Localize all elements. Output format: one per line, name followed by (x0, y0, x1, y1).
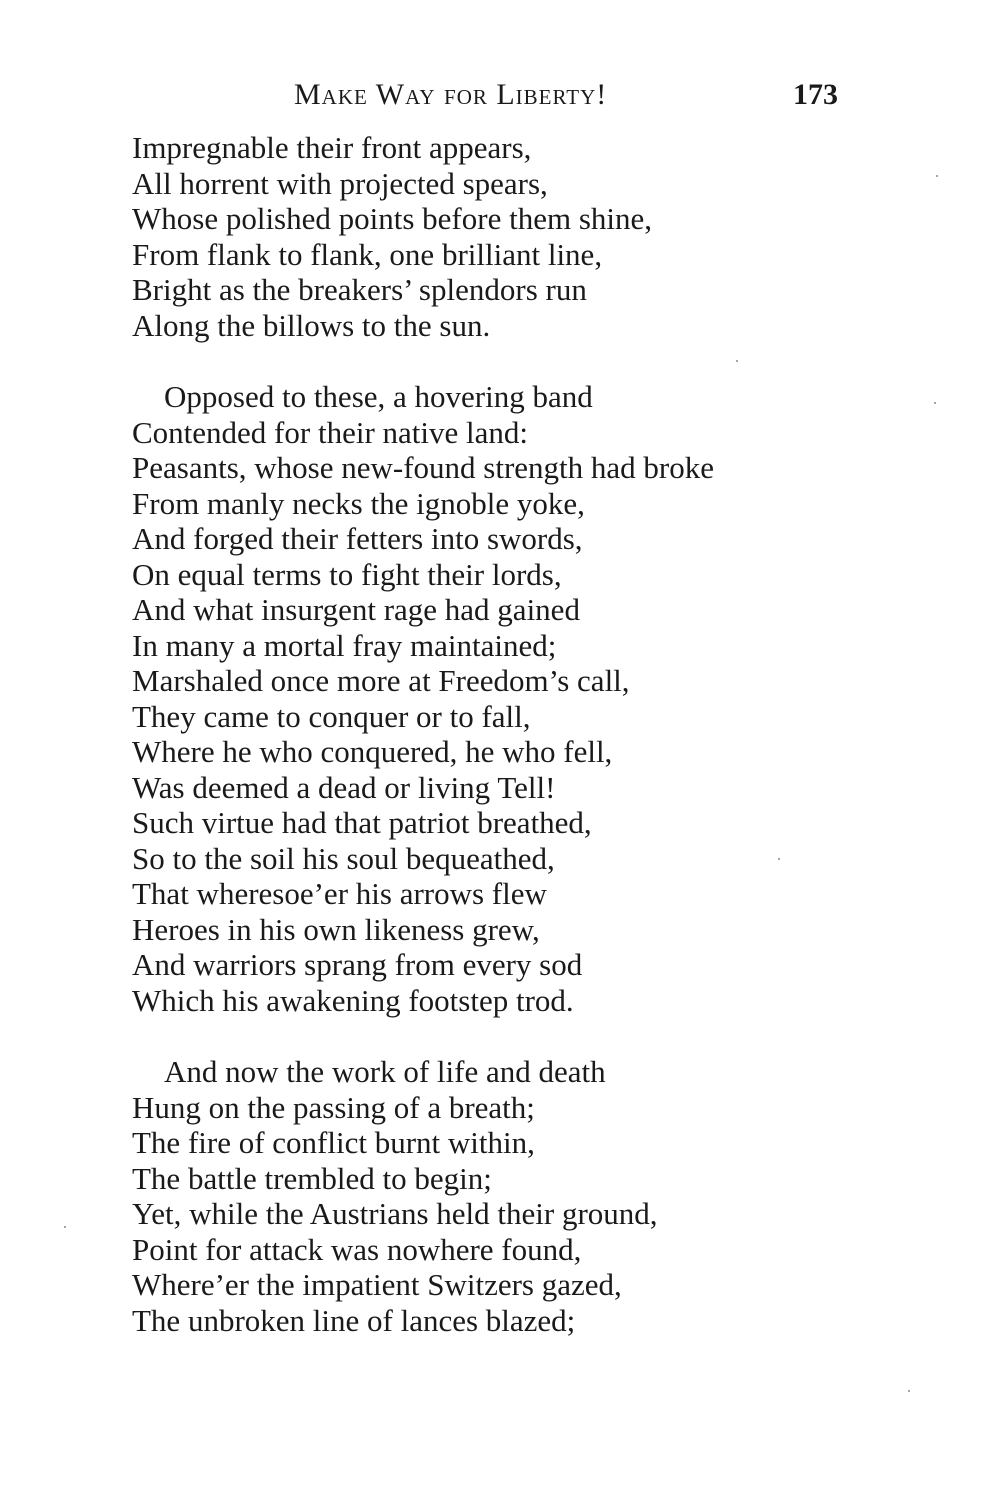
poem-line: Bright as the breakers’ splendors run (132, 272, 587, 307)
stanza-2 (132, 379, 992, 1018)
poem-line: Opposed to these, a hovering band (164, 379, 593, 414)
scan-speck (936, 175, 938, 177)
page-number: 173 (793, 78, 838, 111)
poem-line: And what insurgent rage had gained (132, 592, 580, 627)
running-head (0, 78, 1000, 118)
poem-line: They came to conquer or to fall, (132, 698, 531, 734)
poem-line: Where’er the impatient Switzers gazed, (132, 1267, 622, 1302)
poem-line: Along the billows to the sun. (132, 307, 491, 343)
poem-line: The battle trembled to begin; (132, 1160, 492, 1196)
poem-line: Point for attack was nowhere found, (132, 1231, 582, 1267)
poem-line: And forged their fetters into swords, (132, 521, 583, 556)
poem-line: Was deemed a dead or living Tell! (132, 769, 556, 805)
poem-line: On equal terms to fight their lords, (132, 556, 562, 592)
poem-line: And warriors sprang from every sod (132, 947, 583, 982)
poem-line: Which his awakening footstep trod. (132, 982, 574, 1018)
scan-speck (64, 1226, 66, 1228)
poem-line: In many a mortal fray maintained; (132, 627, 557, 663)
poem-line: Where he who conquered, he who fell, (132, 734, 613, 769)
stanza-3 (132, 1054, 992, 1338)
poem-line: Contended for their native land: (132, 414, 528, 450)
poem-line: Such virtue had that patriot breathed, (132, 805, 592, 840)
poem-line: From flank to flank, one brilliant line, (132, 236, 603, 272)
poem-line: The unbroken line of lances blazed; (132, 1302, 576, 1338)
poem-line: Yet, while the Austrians held their ground, (132, 1196, 658, 1231)
poem-line: So to the soil his soul bequeathed, (132, 840, 555, 876)
scan-speck (736, 360, 738, 362)
poem-line: Heroes in his own likeness grew, (132, 911, 540, 947)
stanza-1 (132, 130, 992, 343)
scan-speck (934, 402, 936, 404)
scan-speck (778, 858, 780, 860)
poem-body (132, 130, 992, 1338)
poem-line: That wheresoe’er his arrows flew (132, 876, 547, 911)
poem-line: Impregnable their front appears, (132, 130, 532, 165)
poem-line: And now the work of life and death (164, 1054, 606, 1089)
poem-line: From manly necks the ignoble yoke, (132, 485, 585, 521)
poem-line: Peasants, whose new-found strength had broke (132, 450, 714, 485)
poem-line: Whose polished points before them shine, (132, 201, 653, 236)
poem-line: Marshaled once more at Freedom’s call, (132, 663, 630, 698)
poem-line: The fire of conflict burnt within, (132, 1125, 535, 1160)
poem-line: All horrent with projected spears, (132, 165, 548, 201)
scan-speck (908, 1390, 910, 1392)
running-title: Make Way for Liberty! (294, 78, 608, 111)
poem-line: Hung on the passing of a breath; (132, 1089, 535, 1125)
